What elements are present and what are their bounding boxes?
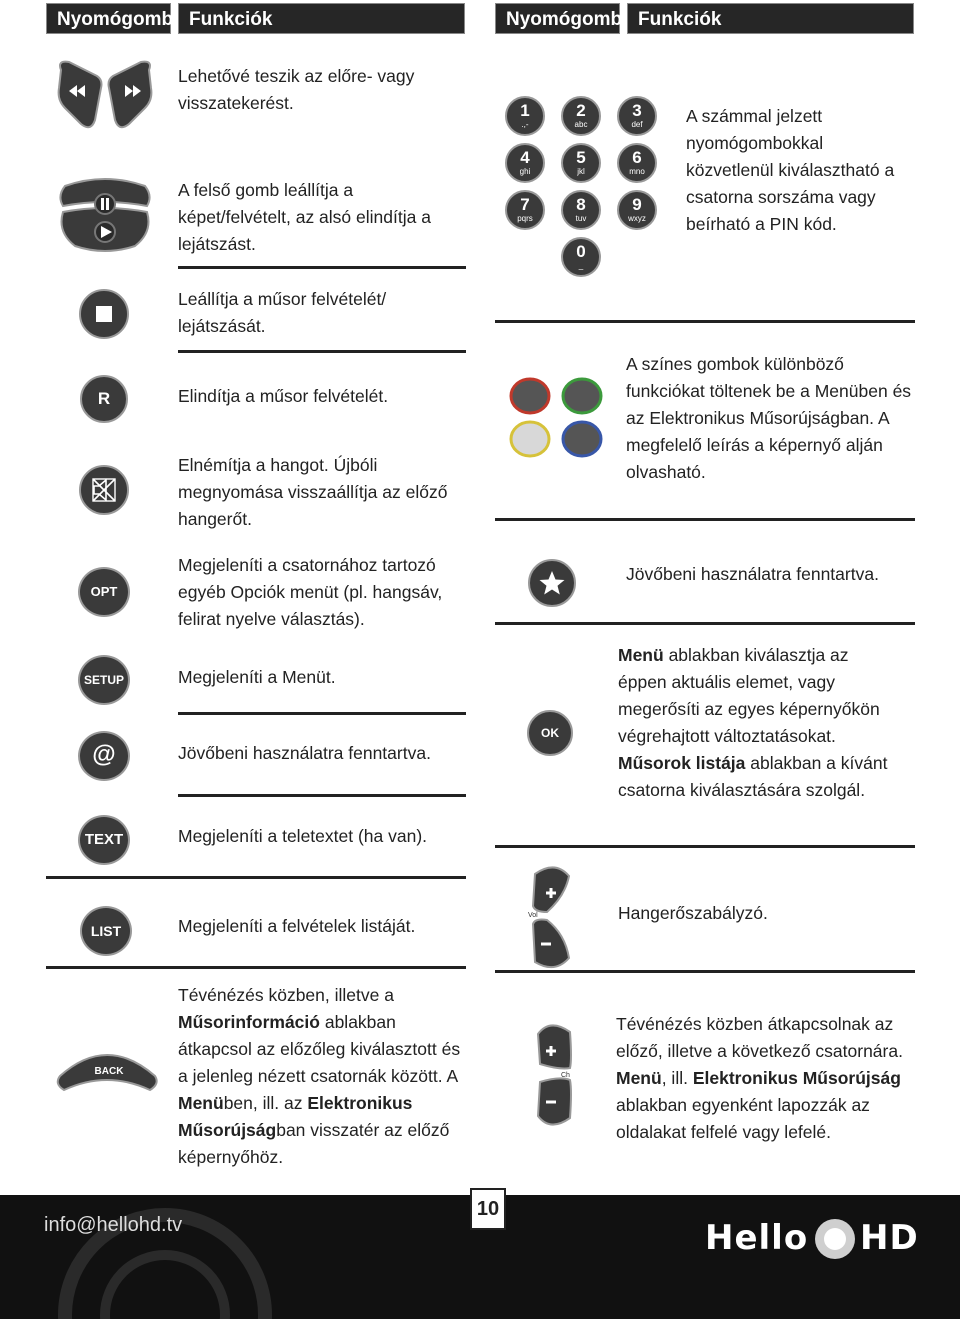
row-divider (178, 266, 466, 269)
number-key-digit: 5 (576, 148, 586, 167)
text-description: Megjeleníti a teletextet (ha van). (178, 826, 428, 846)
number-key-digit: 2 (576, 101, 586, 120)
header-button-left: Nyomógomb (46, 3, 171, 34)
number-key-digit: 8 (576, 195, 586, 214)
row-divider (495, 845, 915, 848)
row-divider (178, 350, 466, 353)
number-key-5 (561, 143, 601, 183)
number-key-2 (561, 96, 601, 136)
text-button: TEXT (78, 815, 130, 865)
at-button: @ (78, 731, 130, 781)
row-divider (46, 966, 466, 969)
row-divider (495, 518, 915, 521)
number-key-digit: 6 (632, 148, 642, 167)
star-description: Jövőbeni használatra fenntartva. (626, 564, 879, 584)
number-key-letters: jkl (577, 167, 585, 176)
colors-description: A színes gombok különböző funkciókat töltenek be a Menüben és az Elektronikus Műsorújságban. A megfelelő leírás a képernyő alján olvasható. (626, 354, 912, 482)
page-number: 10 (470, 1188, 506, 1230)
number-key-6 (617, 143, 657, 183)
number-key-letters: wxyz (628, 214, 646, 223)
numbers-description: A számmal jelzett nyomógombokkal közvetlenül kiválasztható a csatorna sorszáma vagy beírható a PIN kód. (686, 106, 895, 234)
color-keys-icon (505, 375, 607, 461)
number-key-7 (505, 190, 545, 230)
number-key-letters: pqrs (517, 214, 533, 223)
number-key-letters: ghi (519, 167, 531, 176)
rewind-ff-description: Lehetővé teszik az előre- vagy visszatekerést. (178, 66, 415, 113)
number-key-1 (505, 96, 545, 136)
number-key-digit: 3 (632, 101, 642, 120)
mute-icon (78, 464, 130, 516)
row-divider (495, 622, 915, 625)
header-function-right: Funkciók (627, 3, 914, 34)
star-icon (527, 558, 577, 608)
volume-description: Hangerőszabályzó. (618, 903, 768, 923)
setup-description: Megjeleníti a Menüt. (178, 667, 336, 687)
number-key-digit: 0 (576, 242, 586, 261)
opt-description: Megjeleníti a csatornához tartozó egyéb Opciók menüt (pl. hangsáv, felirat nyelve választás). (178, 555, 443, 629)
ok-description: Menü ablakban kiválasztja az éppen aktuális elemet, vagy megerősíti az egyes képernyőkön végrehajtott változtatásokat. Műsorok listája ablakban a kívánt csatorna kiválasztására szolgál. (618, 645, 888, 800)
row-divider (178, 712, 466, 715)
number-key-letters: _ (578, 261, 584, 270)
stop-icon (78, 288, 130, 340)
footer-email-link[interactable]: info@hellohd.tv (44, 1214, 183, 1236)
number-key-digit: 7 (520, 195, 530, 214)
channel-description: Tévénézés közben átkapcsolnak az előző, illetve a következő csatornára. Menü, ill. Elektronikus Műsorújság ablakban egyenként lapozzák az oldalakat felfelé vagy lefelé. (616, 1014, 903, 1142)
opt-button: OPT (78, 567, 130, 617)
channel-label: Ch (561, 1072, 570, 1079)
header-function-left: Funkciók (178, 3, 465, 34)
number-key-4 (505, 143, 545, 183)
number-key-digit: 4 (520, 148, 530, 167)
number-key-letters: abc (574, 120, 588, 129)
stop-description: Leállítja a műsor felvételét/ lejátszását. (178, 289, 387, 336)
brand-hello: Hello (705, 1218, 809, 1258)
number-key-0 (561, 237, 601, 277)
back-button-label: BACK (94, 1066, 124, 1077)
header-button-right: Nyomógomb (495, 3, 620, 34)
mute-description: Elnémítja a hangot. Újbóli megnyomása visszaállítja az előző hangerőt. (178, 455, 448, 529)
list-button: LIST (80, 906, 132, 956)
row-divider (495, 320, 915, 323)
number-key-letters: tuv (575, 214, 587, 223)
row-divider (46, 876, 466, 879)
number-key-letters: def (631, 120, 643, 129)
list-description: Megjeleníti a felvételek listáját. (178, 916, 416, 936)
channel-rocker-icon (530, 1020, 580, 1132)
ok-button: OK (527, 710, 573, 756)
number-keypad (505, 96, 670, 276)
pause-play-description: A felső gomb leállítja a képet/felvételt, az alsó elindítja a lejátszást. (178, 180, 431, 254)
rewind-fastforward-icon (55, 58, 155, 136)
record-button: R (80, 375, 128, 423)
number-key-8 (561, 190, 601, 230)
record-description: Elindítja a műsor felvételét. (178, 386, 389, 406)
row-divider (495, 970, 915, 973)
brand-hd: HD (860, 1218, 919, 1258)
number-key-letters: mno (629, 167, 645, 176)
row-divider (178, 794, 466, 797)
back-description: Tévénézés közben, illetve a Műsorinformáció ablakban átkapcsol az előzőleg kiválasztott és a jelenleg nézett csatornák között. A Menüben, ill. az Elektronikus Műsorújságban visszatér az előző képernyőhöz. (178, 985, 461, 1167)
number-key-digit: 9 (632, 195, 642, 214)
number-key-9 (617, 190, 657, 230)
volume-label: Vol (528, 912, 538, 919)
pause-play-icon (55, 176, 155, 256)
number-key-3 (617, 96, 657, 136)
setup-button: SETUP (78, 655, 130, 705)
number-key-letters: .,- (521, 120, 529, 129)
at-description: Jövőbeni használatra fenntartva. (178, 743, 431, 763)
number-key-digit: 1 (520, 101, 530, 120)
